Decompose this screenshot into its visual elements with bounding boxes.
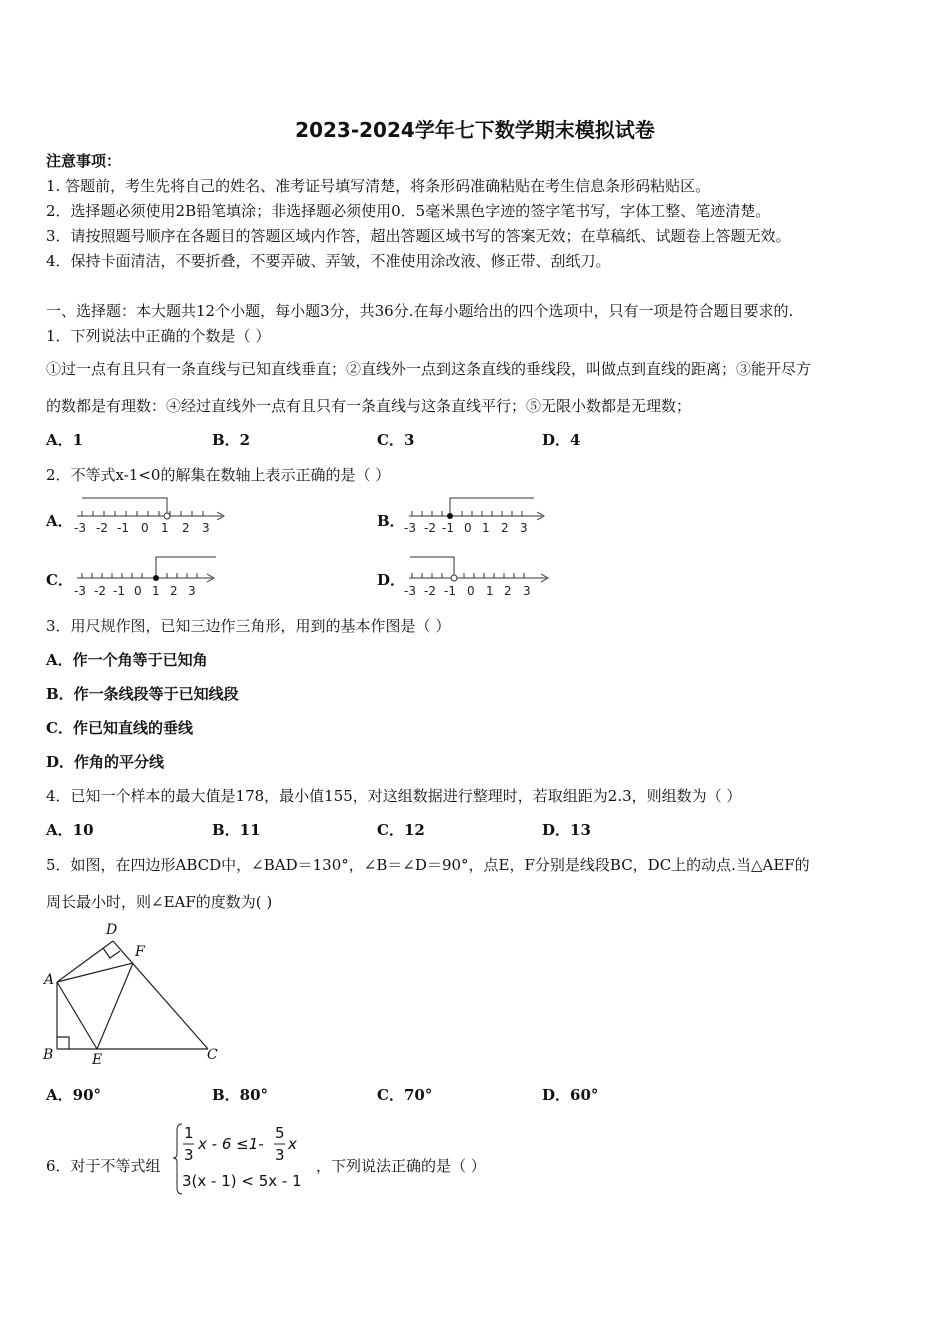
- q4-option-a: A．10: [46, 821, 94, 839]
- label-c: C: [207, 1047, 218, 1063]
- q5-option-b: B．80°: [212, 1086, 269, 1104]
- q2-option-b-label: B．: [377, 512, 405, 530]
- q3-option-a: A．作一个角等于已知角: [46, 651, 208, 669]
- q3-option-d: D．作角的平分线: [46, 753, 165, 771]
- q4-option-b: B．11: [212, 821, 261, 839]
- notice-item: 2．选择题必须使用2B铅笔填涂；非选择题必须使用0．5毫米黑色字迹的签字笔书写，字体工整、笔迹清楚。: [46, 202, 771, 220]
- label-a: A: [44, 972, 55, 988]
- q1-option-d: D．4: [542, 431, 581, 449]
- tick-label: 3: [523, 584, 531, 598]
- label-f: F: [135, 944, 145, 960]
- frac-den: 3: [275, 1146, 285, 1164]
- tick-label: -1: [113, 584, 125, 598]
- q2-option-a-label: A．: [46, 512, 73, 530]
- q5-option-a: A．90°: [46, 1086, 102, 1104]
- tick-label: -3: [404, 521, 416, 535]
- q4-option-d: D．13: [542, 821, 591, 839]
- q1-option-c: C．3: [377, 431, 415, 449]
- tick-label: 2: [501, 521, 509, 535]
- label-e: E: [92, 1052, 103, 1066]
- q1-body: 的数都是有理数：④经过直线外一点有且只有一条直线与这条直线平行；⑤无限小数都是无理数；: [46, 397, 692, 415]
- tick-label: -3: [74, 521, 86, 535]
- q1-body: ①过一点有且只有一条直线与已知直线垂直；②直线外一点到这条直线的垂线段，叫做点到直线的距离；③能开尽方: [46, 360, 812, 378]
- q3-option-c: C．作已知直线的垂线: [46, 719, 193, 737]
- tick-label: -2: [94, 584, 106, 598]
- tick-label: 1: [161, 521, 169, 535]
- notice-heading: 注意事项：: [46, 152, 122, 170]
- tick-label: 3: [202, 521, 210, 535]
- tick-label: -1: [442, 521, 454, 535]
- frac-num: 1: [184, 1124, 194, 1142]
- q3-option-b: B．作一条线段等于已知线段: [46, 685, 239, 703]
- tick-label: 1: [482, 521, 490, 535]
- inequality-system: [172, 1120, 317, 1198]
- tick-label: 0: [464, 521, 472, 535]
- q6-prefix: 6．对于不等式组: [46, 1157, 161, 1175]
- q5-option-c: C．70°: [377, 1086, 433, 1104]
- ineq-line2: 3(x - 1) < 5x - 1: [182, 1172, 302, 1190]
- tick-label: -2: [424, 521, 436, 535]
- tick-label: -2: [96, 521, 108, 535]
- number-line-b: [404, 492, 554, 540]
- number-line-d: [404, 551, 554, 599]
- notice-item: 1. 答题前，考生先将自己的姓名、准考证号填写清楚，将条形码准确粘贴在考生信息条形码粘贴区。: [46, 177, 711, 195]
- q6-suffix: ，下列说法正确的是（ ）: [316, 1157, 486, 1175]
- q1-option-b: B．2: [212, 431, 251, 449]
- tick-label: 0: [141, 521, 149, 535]
- q3-stem: 3．用尺规作图，已知三边作三角形，用到的基本作图是（ ）: [46, 617, 451, 635]
- tick-label: 0: [134, 584, 142, 598]
- frac-den: 3: [184, 1146, 194, 1164]
- tick-label: -3: [404, 584, 416, 598]
- tick-label: 2: [182, 521, 190, 535]
- tick-label: 1: [486, 584, 494, 598]
- tick-label: 1: [152, 584, 160, 598]
- q5-option-d: D．60°: [542, 1086, 599, 1104]
- ineq-part: x - 6 ≤1-: [198, 1135, 264, 1153]
- number-line-a: [72, 492, 232, 540]
- tick-label: -3: [74, 584, 86, 598]
- tick-label: -2: [424, 584, 436, 598]
- frac-num: 5: [275, 1124, 285, 1142]
- notice-item: 3．请按照题号顺序在各题目的答题区域内作答，超出答题区域书写的答案无效；在草稿纸、试题卷上答题无效。: [46, 227, 791, 245]
- q5-stem: 5．如图，在四边形ABCD中，∠BAD＝130°，∠B＝∠D＝90°，点E，F分别是线段BC，DC上的动点.当△AEF的: [46, 856, 810, 874]
- q4-option-c: C．12: [377, 821, 425, 839]
- tick-label: 3: [520, 521, 528, 535]
- ineq-var: x: [288, 1135, 297, 1153]
- page-title: 2023-2024学年七下数学期末模拟试卷: [295, 118, 655, 142]
- q1-option-a: A．1: [46, 431, 84, 449]
- q2-option-c-label: C．: [46, 571, 73, 589]
- label-d: D: [106, 922, 118, 938]
- q1-stem: 1．下列说法中正确的个数是（ ）: [46, 327, 271, 345]
- label-b: B: [43, 1047, 54, 1063]
- q5-stem: 周长最小时，则∠EAF的度数为( ): [46, 893, 273, 911]
- q2-stem: 2．不等式x-1<0的解集在数轴上表示正确的是（ ）: [46, 466, 391, 484]
- notice-item: 4．保持卡面清洁，不要折叠，不要弄破、弄皱，不准使用涂改液、修正带、刮纸刀。: [46, 252, 611, 270]
- q4-stem: 4．已知一个样本的最大值是178，最小值155，对这组数据进行整理时，若取组距为2.3，则组数为（ ）: [46, 787, 742, 805]
- tick-label: 0: [467, 584, 475, 598]
- tick-label: 3: [188, 584, 196, 598]
- section-heading: 一、选择题：本大题共12个小题，每小题3分，共36分.在每小题给出的四个选项中，只有一项是符合题目要求的.: [46, 302, 794, 320]
- tick-label: 2: [504, 584, 512, 598]
- tick-label: -1: [444, 584, 456, 598]
- q2-option-d-label: D．: [377, 571, 406, 589]
- tick-label: 2: [170, 584, 178, 598]
- tick-label: -1: [117, 521, 129, 535]
- quadrilateral-figure: [40, 918, 240, 1066]
- number-line-c: [72, 551, 222, 599]
